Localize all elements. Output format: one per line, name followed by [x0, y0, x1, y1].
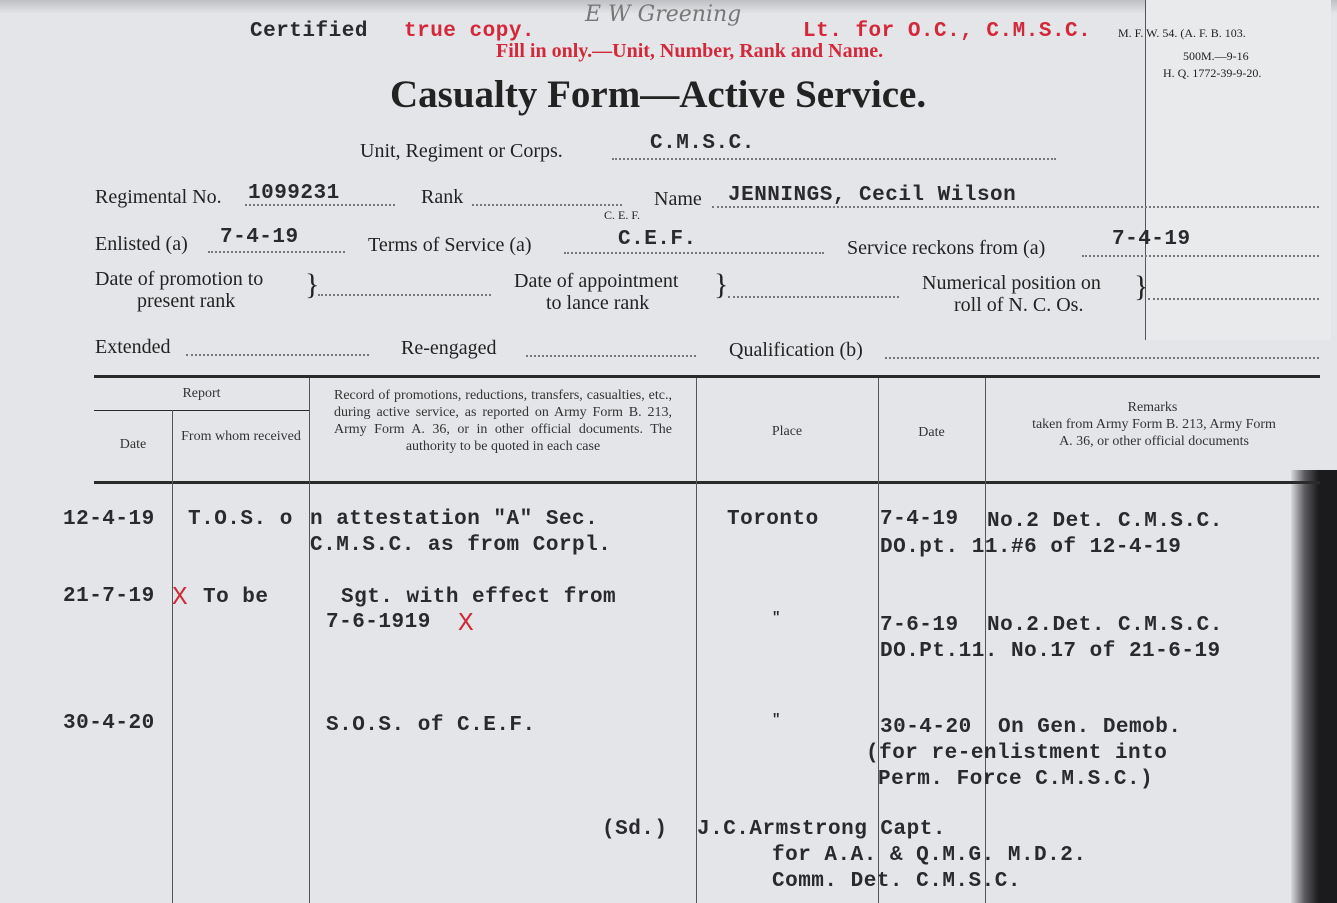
row3-place: " — [772, 712, 781, 728]
promotion-label-2: present rank — [137, 290, 236, 312]
row1-record-1: n attestation "A" Sec. — [310, 508, 599, 531]
name-label: Name — [654, 188, 702, 210]
signoff-sd: (Sd.) — [602, 818, 668, 841]
appointment-label-2: to lance rank — [546, 292, 650, 314]
row1-date2: 7-4-19 — [880, 508, 959, 531]
row2-date2: 7-6-19 — [880, 614, 959, 637]
enlisted-value: 7-4-19 — [220, 226, 299, 249]
header-date: Date — [119, 437, 147, 452]
header-remarks: taken from Army Form B. 213, Army Form A. 36, or other official documents — [1032, 417, 1276, 449]
reckons-label: Service reckons from (a) — [847, 237, 1046, 259]
signature: E W Greening — [585, 2, 742, 27]
row3-remarks-3: Perm. Force C.M.S.C.) — [878, 768, 1154, 791]
terms-printed: C. E. F. — [604, 208, 641, 222]
stamp-true-copy: true copy. — [404, 20, 536, 43]
red-cross-mark-2: X — [458, 608, 475, 638]
regno-label: Regimental No. — [95, 186, 222, 208]
qualification-label: Qualification (b) — [729, 339, 863, 361]
row3-date2: 30-4-20 — [880, 716, 972, 739]
row3-record-1: S.O.S. of C.E.F. — [326, 714, 536, 737]
unit-label: Unit, Regiment or Corps. — [360, 140, 563, 162]
row1-remarks-1: No.2 Det. C.M.S.C. — [987, 510, 1223, 533]
instruction: Fill in only.—Unit, Number, Rank and Name. — [496, 40, 884, 62]
rank-label: Rank — [421, 186, 464, 208]
row3-remarks-2: (for re-enlistment into — [866, 742, 1168, 765]
brace: } — [1134, 270, 1149, 303]
unit-value: C.M.S.C. — [650, 132, 755, 155]
promotion-label: Date of promotion to — [95, 268, 264, 290]
row1-from: T.O.S. o — [188, 508, 293, 531]
row3-date: 30-4-20 — [63, 712, 155, 735]
row1-remarks-2: DO.pt. 11.#6 of 12-4-19 — [880, 536, 1182, 559]
page-title: Casualty Form—Active Service. — [390, 73, 927, 116]
row2-remarks-1: No.2.Det. C.M.S.C. — [987, 614, 1223, 637]
header-from-whom: From whom received — [181, 429, 301, 444]
extended-label: Extended — [95, 336, 171, 358]
stamp-officer: Lt. for O.C., C.M.S.C. — [803, 20, 1092, 43]
header-report: Report — [182, 386, 221, 401]
header-record: Record of promotions, reductions, transfers, casualties, etc., during active service, as reported on Army Form B. 213, Army Form A. 36, or in other official documents. The authority to be quoted in each case — [334, 388, 672, 454]
row2-from: To be — [203, 586, 269, 609]
scan-edge — [1291, 470, 1337, 903]
header-place: Place — [771, 424, 803, 439]
name-value: JENNINGS, Cecil Wilson — [728, 184, 1017, 207]
stamp-certified: Certified — [250, 20, 368, 43]
row2-date: 21-7-19 — [63, 585, 155, 608]
reckons-value: 7-4-19 — [1112, 228, 1191, 251]
numerical-label-2: roll of N. C. Os. — [954, 294, 1084, 316]
header-date2: Date — [918, 425, 945, 440]
enlisted-label: Enlisted (a) — [95, 233, 188, 255]
numerical-label: Numerical position on — [922, 272, 1101, 294]
red-cross-mark: X — [172, 582, 189, 612]
regno-value: 1099231 — [248, 182, 340, 205]
row1-record-2: C.M.S.C. as from Corpl. — [310, 534, 612, 557]
row2-remarks-2: DO.Pt.11. No.17 of 21-6-19 — [880, 640, 1221, 663]
form-print: 500M.—9-16 — [1183, 49, 1249, 63]
signoff-line1: J.C.Armstrong Capt. — [697, 818, 946, 841]
form-code: M. F. W. 54. (A. F. B. 103. — [1118, 26, 1246, 40]
appointment-label: Date of appointment — [514, 270, 679, 292]
header-remarks-title: Remarks — [1127, 400, 1178, 415]
brace: } — [305, 268, 320, 301]
terms-value: C.E.F. — [618, 228, 697, 251]
row2-place: " — [772, 610, 781, 626]
signoff-line2: for A.A. & Q.M.G. M.D.2. — [772, 844, 1087, 867]
row1-place: Toronto — [727, 508, 819, 531]
row2-record-1: Sgt. with effect from — [341, 586, 617, 609]
row1-date: 12-4-19 — [63, 508, 155, 531]
signoff-line3: Comm. Det. C.M.S.C. — [772, 870, 1021, 893]
reengaged-label: Re-engaged — [401, 337, 497, 359]
brace: } — [714, 268, 729, 301]
row2-record-2: 7-6-1919 — [326, 611, 431, 634]
terms-label: Terms of Service (a) — [368, 234, 532, 256]
form-hq: H. Q. 1772-39-9-20. — [1163, 66, 1262, 80]
row3-remarks-1: On Gen. Demob. — [998, 716, 1182, 739]
